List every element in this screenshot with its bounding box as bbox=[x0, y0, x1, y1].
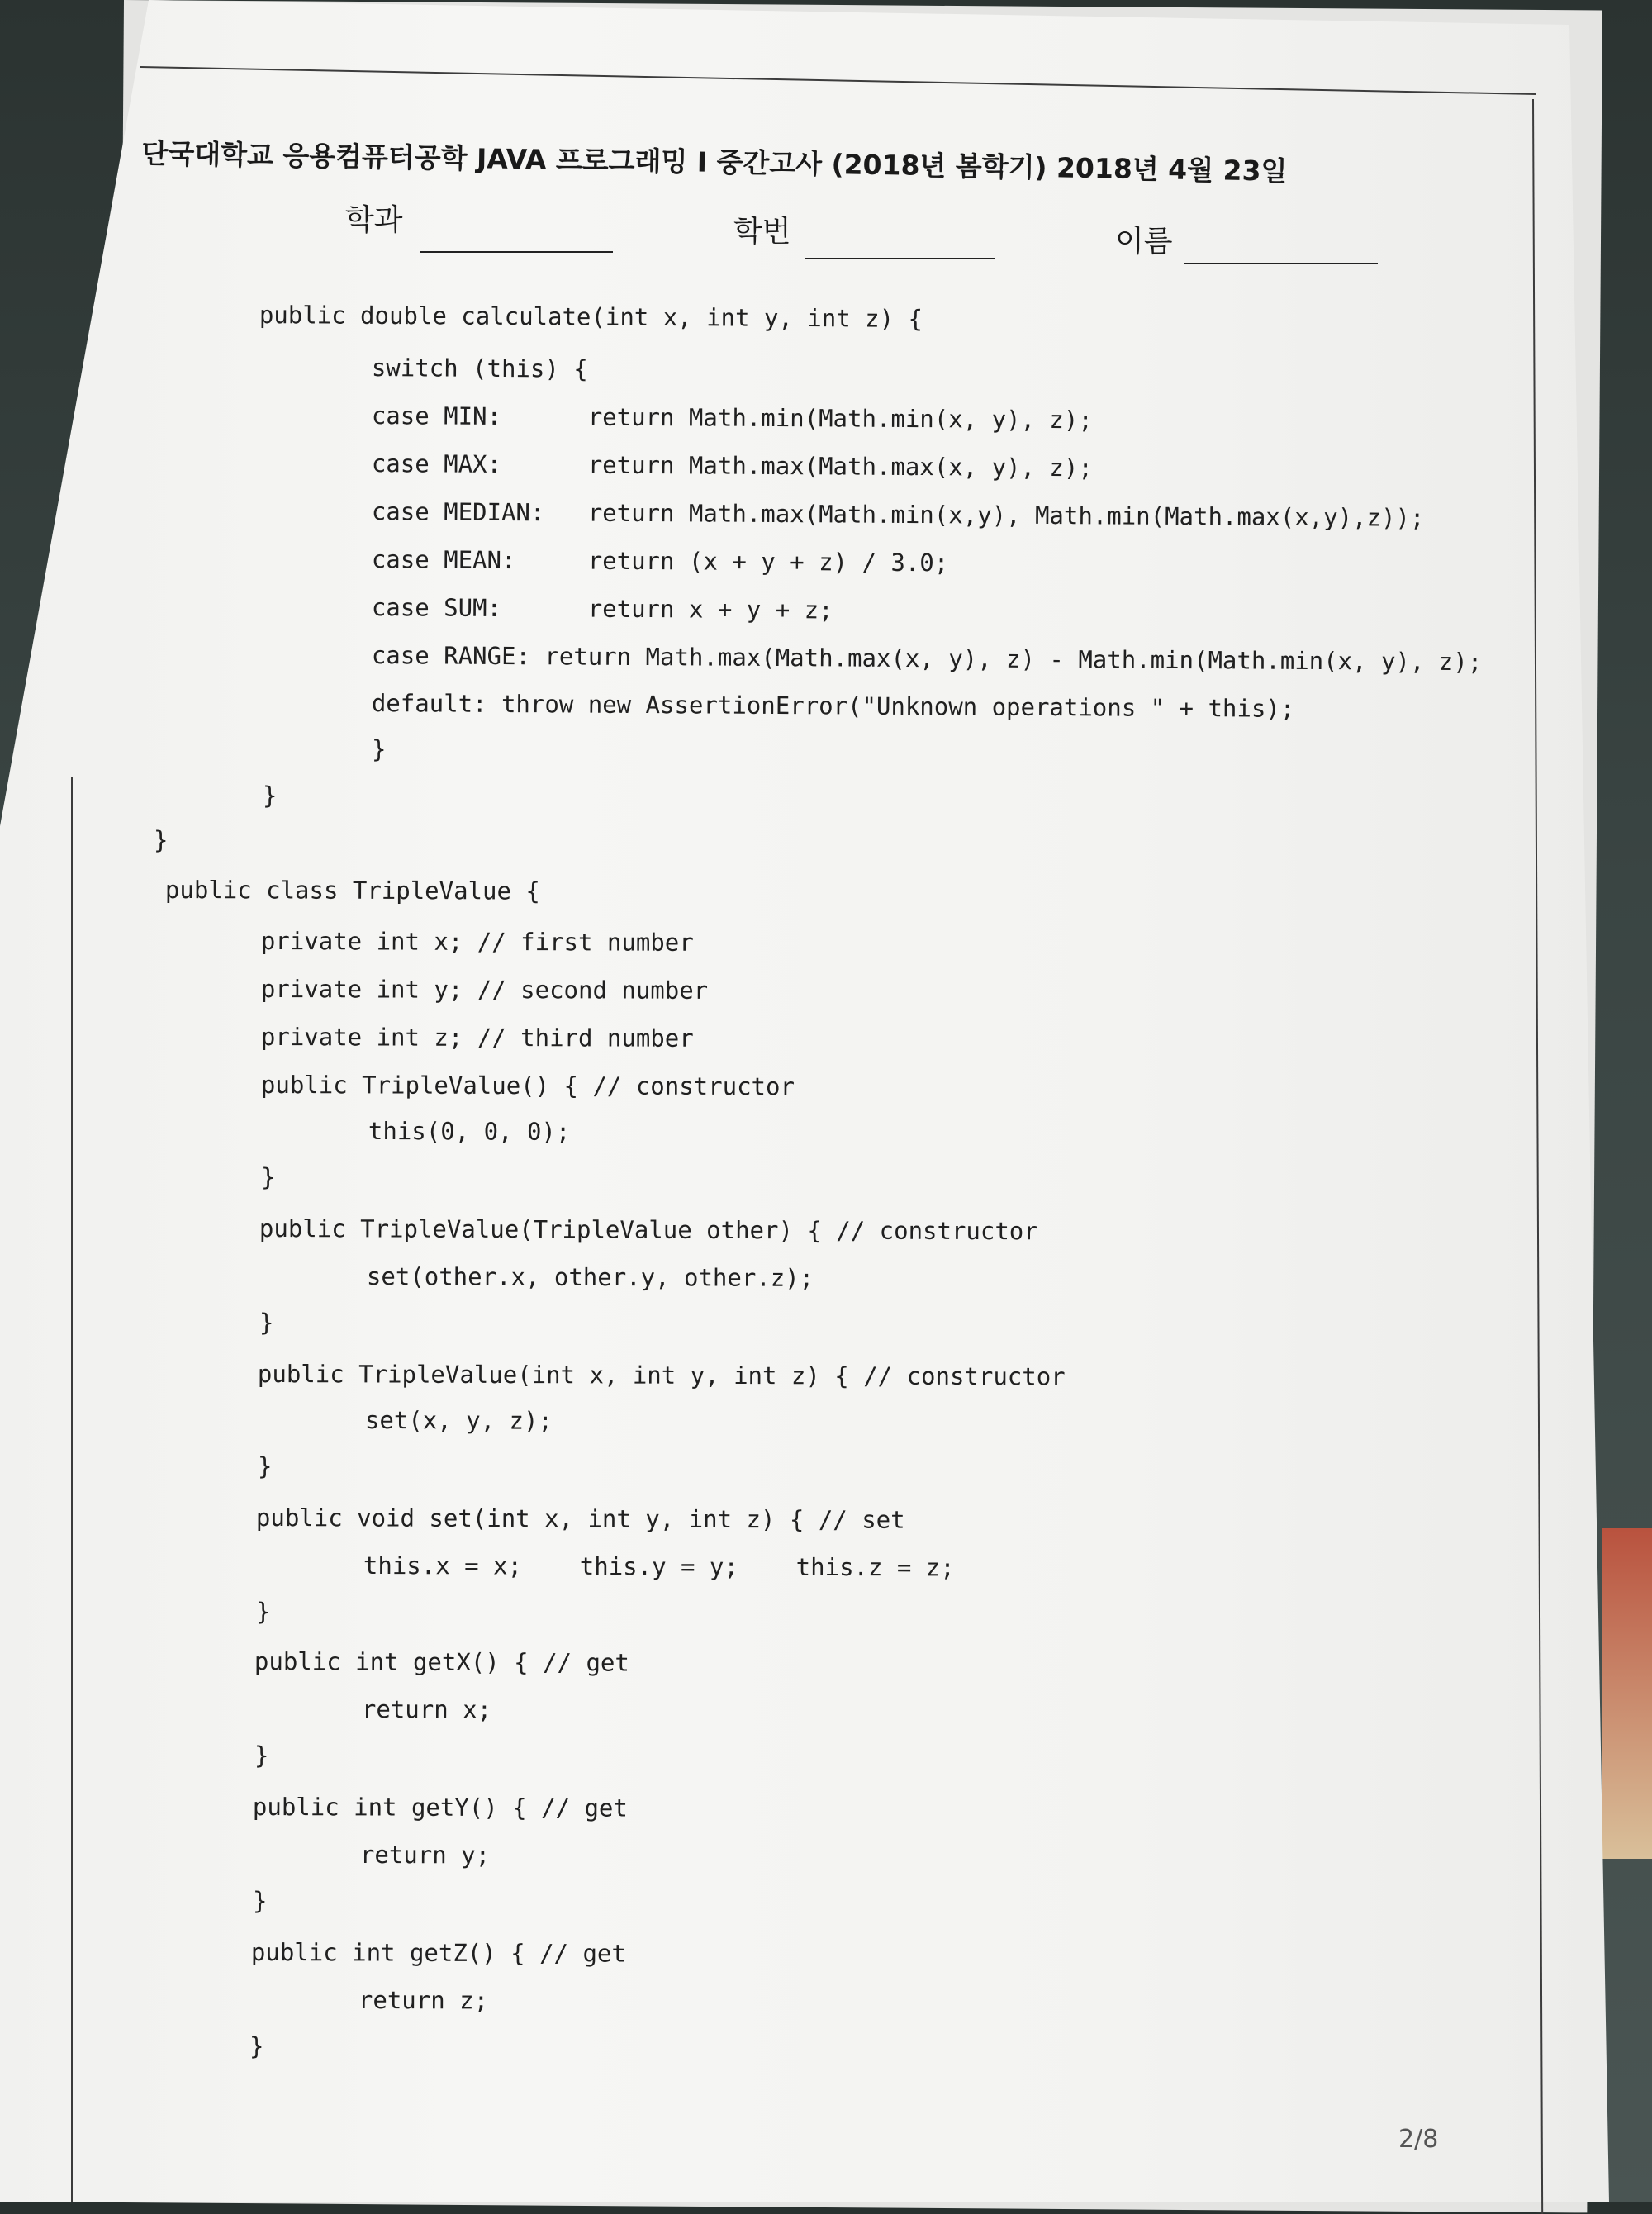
code-line: } bbox=[249, 2032, 264, 2060]
exam-title: 단국대학교 응용컴퓨터공학 JAVA 프로그래밍 I 중간고사 (2018년 봄학기) 2018년 4월 23일 bbox=[141, 136, 1288, 188]
department-field bbox=[420, 251, 613, 253]
code-line: private int y; // second number bbox=[260, 975, 709, 1005]
code-line: case MEAN: return (x + y + z) / 3.0; bbox=[371, 545, 949, 577]
code-line: public int getX() { // get bbox=[254, 1647, 629, 1677]
code-line: public void set(int x, int y, int z) { // set bbox=[255, 1504, 905, 1534]
code-line: case MEDIAN: return Math.max(Math.min(x,y), Math.min(Math.max(x,y),z)); bbox=[371, 497, 1425, 532]
name-field bbox=[1184, 263, 1378, 264]
code-line: case SUM: return x + y + z; bbox=[371, 593, 833, 625]
code-line: public TripleValue() { // constructor bbox=[260, 1071, 795, 1101]
code-line: this(0, 0, 0); bbox=[368, 1117, 571, 1146]
code-line: return y; bbox=[359, 1841, 491, 1870]
student-id-field bbox=[805, 258, 995, 259]
code-line: } bbox=[256, 1598, 271, 1626]
code-line: default: throw new AssertionError("Unknown operations " + this); bbox=[371, 689, 1295, 723]
code-line: public double calculate(int x, int y, int z) { bbox=[259, 301, 923, 333]
code-line: } bbox=[372, 735, 387, 763]
page-number: 2/8 bbox=[1398, 2125, 1439, 2154]
code-line: set(other.x, other.y, other.z); bbox=[366, 1262, 814, 1292]
code-line: private int x; // first number bbox=[260, 927, 694, 957]
code-line: return z; bbox=[358, 1986, 489, 2015]
code-line: case MAX: return Math.max(Math.max(x, y), z); bbox=[371, 449, 1093, 482]
code-line: return x; bbox=[361, 1695, 492, 1724]
code-line: public TripleValue(int x, int y, int z) { // constructor bbox=[257, 1360, 1066, 1391]
code-line: this.x = x; this.y = y; this.z = z; bbox=[363, 1551, 955, 1582]
code-line: } bbox=[261, 1163, 276, 1191]
name-label: 이름 bbox=[1115, 225, 1173, 259]
code-line: public class TripleValue { bbox=[164, 876, 540, 905]
code-line: case RANGE: return Math.max(Math.max(x, y), z) - Math.min(Math.min(x, y), z); bbox=[371, 641, 1483, 677]
code-line: } bbox=[154, 826, 169, 854]
code-line: set(x, y, z); bbox=[364, 1406, 553, 1435]
code-line: case MIN: return Math.min(Math.min(x, y), z); bbox=[371, 401, 1093, 435]
student-id-label: 학번 bbox=[733, 215, 791, 249]
code-line: public int getY() { // get bbox=[252, 1793, 628, 1822]
code-line: public TripleValue(TripleValue other) { // constructor bbox=[259, 1214, 1038, 1246]
code-line: } bbox=[253, 1887, 268, 1915]
code-line: private int z; // third number bbox=[260, 1023, 694, 1052]
code-line: public int getZ() { // get bbox=[250, 1938, 626, 1968]
code-line: } bbox=[258, 1452, 273, 1480]
code-line: } bbox=[259, 1309, 274, 1337]
code-line: } bbox=[254, 1741, 269, 1770]
code-line: } bbox=[263, 782, 278, 810]
department-label: 학과 bbox=[345, 203, 403, 237]
code-line: switch (this) { bbox=[371, 354, 588, 383]
